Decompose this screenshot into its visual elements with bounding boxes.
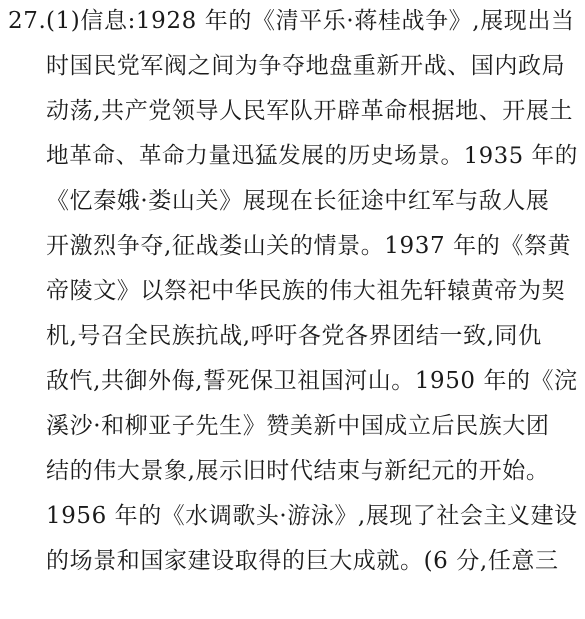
answer-line-13: 的场景和国家建设取得的巨大成就。(6 分,任意三 (46, 548, 559, 574)
answer-line-5: 《忆秦娥·娄山关》展现在长征途中红军与敌人展 (46, 188, 550, 214)
answer-line-9: 敌忾,共御外侮,誓死保卫祖国河山。1950 年的《浣 (46, 368, 578, 394)
answer-line-4: 地革命、革命力量迅猛发展的历史场景。1935 年的 (46, 143, 578, 169)
answer-line-11: 结的伟大景象,展示旧时代结束与新纪元的开始。 (46, 458, 550, 484)
answer-line-10: 溪沙·和柳亚子先生》赞美新中国成立后民族大团 (46, 413, 550, 439)
answer-line-3: 动荡,共产党领导人民军队开辟革命根据地、开展土 (46, 98, 574, 124)
answer-line-2: 时国民党军阀之间为争夺地盘重新开战、国内政局 (46, 53, 566, 79)
answer-text-line-1: (1)信息:1928 年的《清平乐·蒋桂战争》,展现出当 (46, 8, 575, 34)
answer-line-7: 帝陵文》以祭祀中华民族的伟大祖先轩辕黄帝为契 (46, 278, 566, 304)
answer-line-6: 开激烈争夺,征战娄山关的情景。1937 年的《祭黄 (46, 233, 572, 259)
question-number: 27. (8, 8, 47, 34)
answer-line-12: 1956 年的《水调歌头·游泳》,展现了社会主义建设 (46, 503, 578, 529)
answer-line-8: 机,号召全民族抗战,呼吁各党各界团结一致,同仇 (46, 323, 542, 349)
